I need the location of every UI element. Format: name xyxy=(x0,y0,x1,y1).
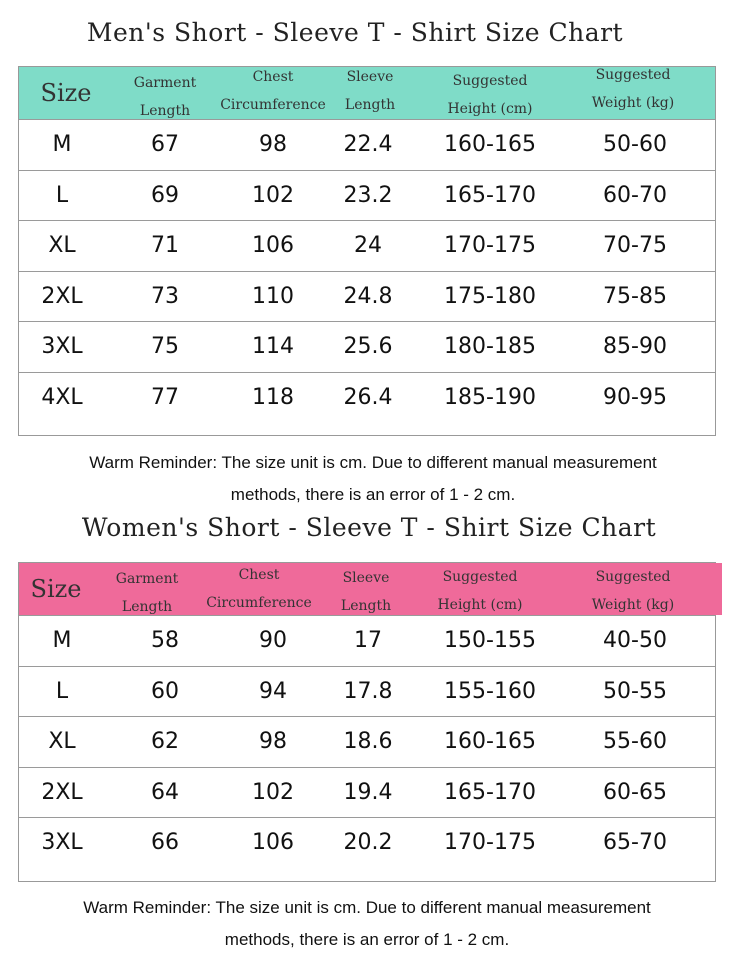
table-row xyxy=(19,271,715,322)
table-cell: 90-95 xyxy=(603,384,667,410)
women-table-header xyxy=(19,563,722,615)
table-cell: XL xyxy=(48,729,76,755)
table-cell: XL xyxy=(48,233,76,259)
table-cell: 118 xyxy=(252,384,294,410)
table-cell: 66 xyxy=(151,830,179,856)
table-row xyxy=(19,220,715,271)
table-cell: 114 xyxy=(252,334,294,360)
table-row xyxy=(19,119,715,170)
table-cell: 175-180 xyxy=(444,283,536,309)
table-cell: 58 xyxy=(151,628,179,654)
table-cell: 170-175 xyxy=(444,233,536,259)
table-cell: L xyxy=(55,182,69,208)
table-cell: 60-70 xyxy=(603,182,667,208)
table-cell: 73 xyxy=(151,283,179,309)
header-suggested-height: Suggested Height (cm) xyxy=(437,569,523,613)
table-cell: 90 xyxy=(259,628,287,654)
table-cell: 4XL xyxy=(41,384,83,410)
table-cell: 2XL xyxy=(41,283,83,309)
table-row xyxy=(19,666,715,717)
women-size-table xyxy=(18,562,716,882)
men-warm-reminder: Warm Reminder: The size unit is cm. Due to different manual measurement methods, there is an error of 1 - 2 cm. xyxy=(89,453,657,504)
table-cell: 98 xyxy=(259,132,287,158)
men-size-table xyxy=(18,66,716,436)
men-table-body xyxy=(19,119,715,422)
table-row xyxy=(19,817,715,868)
table-cell: 69 xyxy=(151,182,179,208)
table-cell: 22.4 xyxy=(343,132,393,158)
table-cell: 62 xyxy=(151,729,179,755)
table-cell: M xyxy=(52,132,72,158)
table-row xyxy=(19,767,715,818)
table-cell: 70-75 xyxy=(603,233,667,259)
table-cell: L xyxy=(55,678,69,704)
table-row xyxy=(19,615,715,666)
table-cell: 64 xyxy=(151,779,179,805)
table-cell: 26.4 xyxy=(343,384,393,410)
header-chest-circumference: Chest Circumference xyxy=(206,567,312,611)
table-cell: 24.8 xyxy=(343,283,393,309)
table-cell: 17.8 xyxy=(343,678,393,704)
table-cell: 98 xyxy=(259,729,287,755)
table-cell: 18.6 xyxy=(343,729,393,755)
table-cell: 165-170 xyxy=(444,182,536,208)
header-suggested-weight: Suggested Weight (kg) xyxy=(591,569,675,613)
header-garment-length: Garment Length xyxy=(133,75,197,119)
table-cell: 160-165 xyxy=(444,729,536,755)
table-cell: 40-50 xyxy=(603,628,667,654)
header-garment-length: Garment Length xyxy=(115,571,179,615)
table-cell: 20.2 xyxy=(343,830,393,856)
table-cell: 160-165 xyxy=(444,132,536,158)
men-chart-title: Men's Short - Sleeve T - Shirt Size Chart xyxy=(86,18,624,47)
table-cell: 165-170 xyxy=(444,779,536,805)
table-cell: 3XL xyxy=(41,334,83,360)
table-cell: 155-160 xyxy=(444,678,536,704)
table-row xyxy=(19,170,715,221)
table-cell: 85-90 xyxy=(603,334,667,360)
table-cell: 185-190 xyxy=(444,384,536,410)
table-cell: 60-65 xyxy=(603,779,667,805)
table-cell: 150-155 xyxy=(444,628,536,654)
table-cell: 102 xyxy=(252,182,294,208)
women-chart-title: Women's Short - Sleeve T - Shirt Size Chart xyxy=(81,513,657,542)
table-cell: 55-60 xyxy=(603,729,667,755)
table-cell: 180-185 xyxy=(444,334,536,360)
table-cell: 19.4 xyxy=(343,779,393,805)
table-cell: 24 xyxy=(354,233,382,259)
women-warm-reminder: Warm Reminder: The size unit is cm. Due to different manual measurement methods, there is an error of 1 - 2 cm. xyxy=(83,898,651,949)
table-cell: 75-85 xyxy=(603,283,667,309)
table-row xyxy=(19,372,715,423)
table-cell: 106 xyxy=(252,830,294,856)
table-cell: 17 xyxy=(354,628,382,654)
table-cell: 50-60 xyxy=(603,132,667,158)
table-row xyxy=(19,321,715,372)
table-cell: 75 xyxy=(151,334,179,360)
table-cell: 102 xyxy=(252,779,294,805)
table-cell: 23.2 xyxy=(343,182,393,208)
table-cell: 110 xyxy=(252,283,294,309)
table-cell: M xyxy=(52,628,72,654)
table-cell: 67 xyxy=(151,132,179,158)
men-table-header xyxy=(19,67,715,119)
header-chest-circumference: Chest Circumference xyxy=(220,69,326,113)
table-cell: 2XL xyxy=(41,779,83,805)
women-table-body xyxy=(19,615,715,868)
header-sleeve-length: Sleeve Length xyxy=(340,570,392,614)
table-cell: 94 xyxy=(259,678,287,704)
header-size: Size xyxy=(30,575,82,603)
table-cell: 3XL xyxy=(41,830,83,856)
header-sleeve-length: Sleeve Length xyxy=(344,69,396,113)
table-cell: 25.6 xyxy=(343,334,393,360)
table-row xyxy=(19,716,715,767)
table-cell: 170-175 xyxy=(444,830,536,856)
table-cell: 71 xyxy=(151,233,179,259)
table-cell: 60 xyxy=(151,678,179,704)
table-cell: 106 xyxy=(252,233,294,259)
header-suggested-height: Suggested Height (cm) xyxy=(447,73,533,117)
table-cell: 65-70 xyxy=(603,830,667,856)
header-suggested-weight: Suggested Weight (kg) xyxy=(591,67,675,111)
table-cell: 50-55 xyxy=(603,678,667,704)
header-size: Size xyxy=(40,79,92,107)
table-cell: 77 xyxy=(151,384,179,410)
